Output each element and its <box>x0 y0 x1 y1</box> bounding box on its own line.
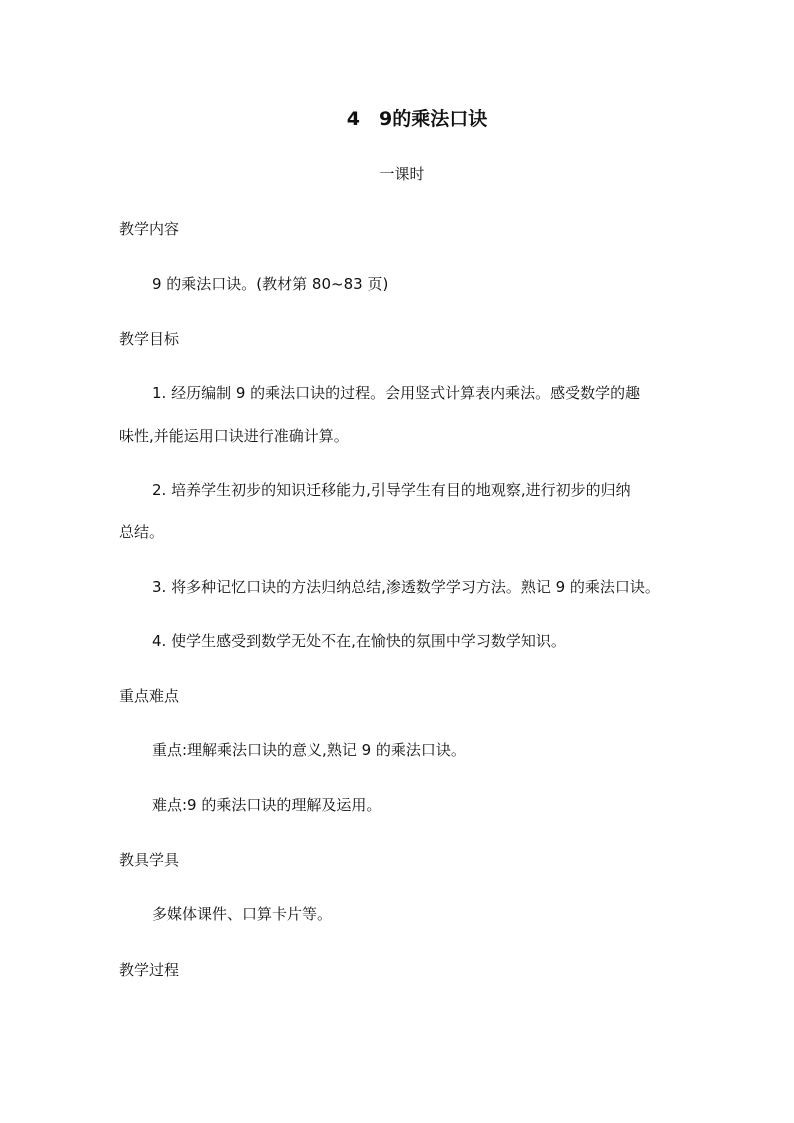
goal-2-line-1: 2. 培养学生初步的知识迁移能力,引导学生有目的地观察,进行初步的归纳 <box>152 481 631 499</box>
difficult-point: 难点:9 的乘法口诀的理解及运用。 <box>152 796 382 814</box>
section-heading-process: 教学过程 <box>119 961 180 979</box>
document-title: 4 9的乘法口诀 <box>346 108 488 130</box>
key-point: 重点:理解乘法口诀的意义,熟记 9 的乘法口诀。 <box>152 741 466 759</box>
goal-1-line-1: 1. 经历编制 9 的乘法口诀的过程。会用竖式计算表内乘法。感受数学的趣 <box>152 384 641 402</box>
goal-2-line-2: 总结。 <box>119 523 165 541</box>
section-heading-content: 教学内容 <box>119 220 180 238</box>
tools-text: 多媒体课件、口算卡片等。 <box>152 905 333 923</box>
goal-1-line-2: 味性,并能运用口诀进行准确计算。 <box>119 427 349 445</box>
section-heading-tools: 教具学具 <box>119 851 180 869</box>
goal-4: 4. 使学生感受到数学无处不在,在愉快的氛围中学习数学知识。 <box>152 632 566 650</box>
content-text: 9 的乘法口诀。(教材第 80~83 页) <box>152 275 389 293</box>
goal-3: 3. 将多种记忆口诀的方法归纳总结,渗透数学学习方法。熟记 9 的乘法口诀。 <box>152 578 660 596</box>
section-heading-goals: 教学目标 <box>119 330 180 348</box>
document-subtitle: 一课时 <box>379 165 425 183</box>
section-heading-key: 重点难点 <box>119 687 180 705</box>
